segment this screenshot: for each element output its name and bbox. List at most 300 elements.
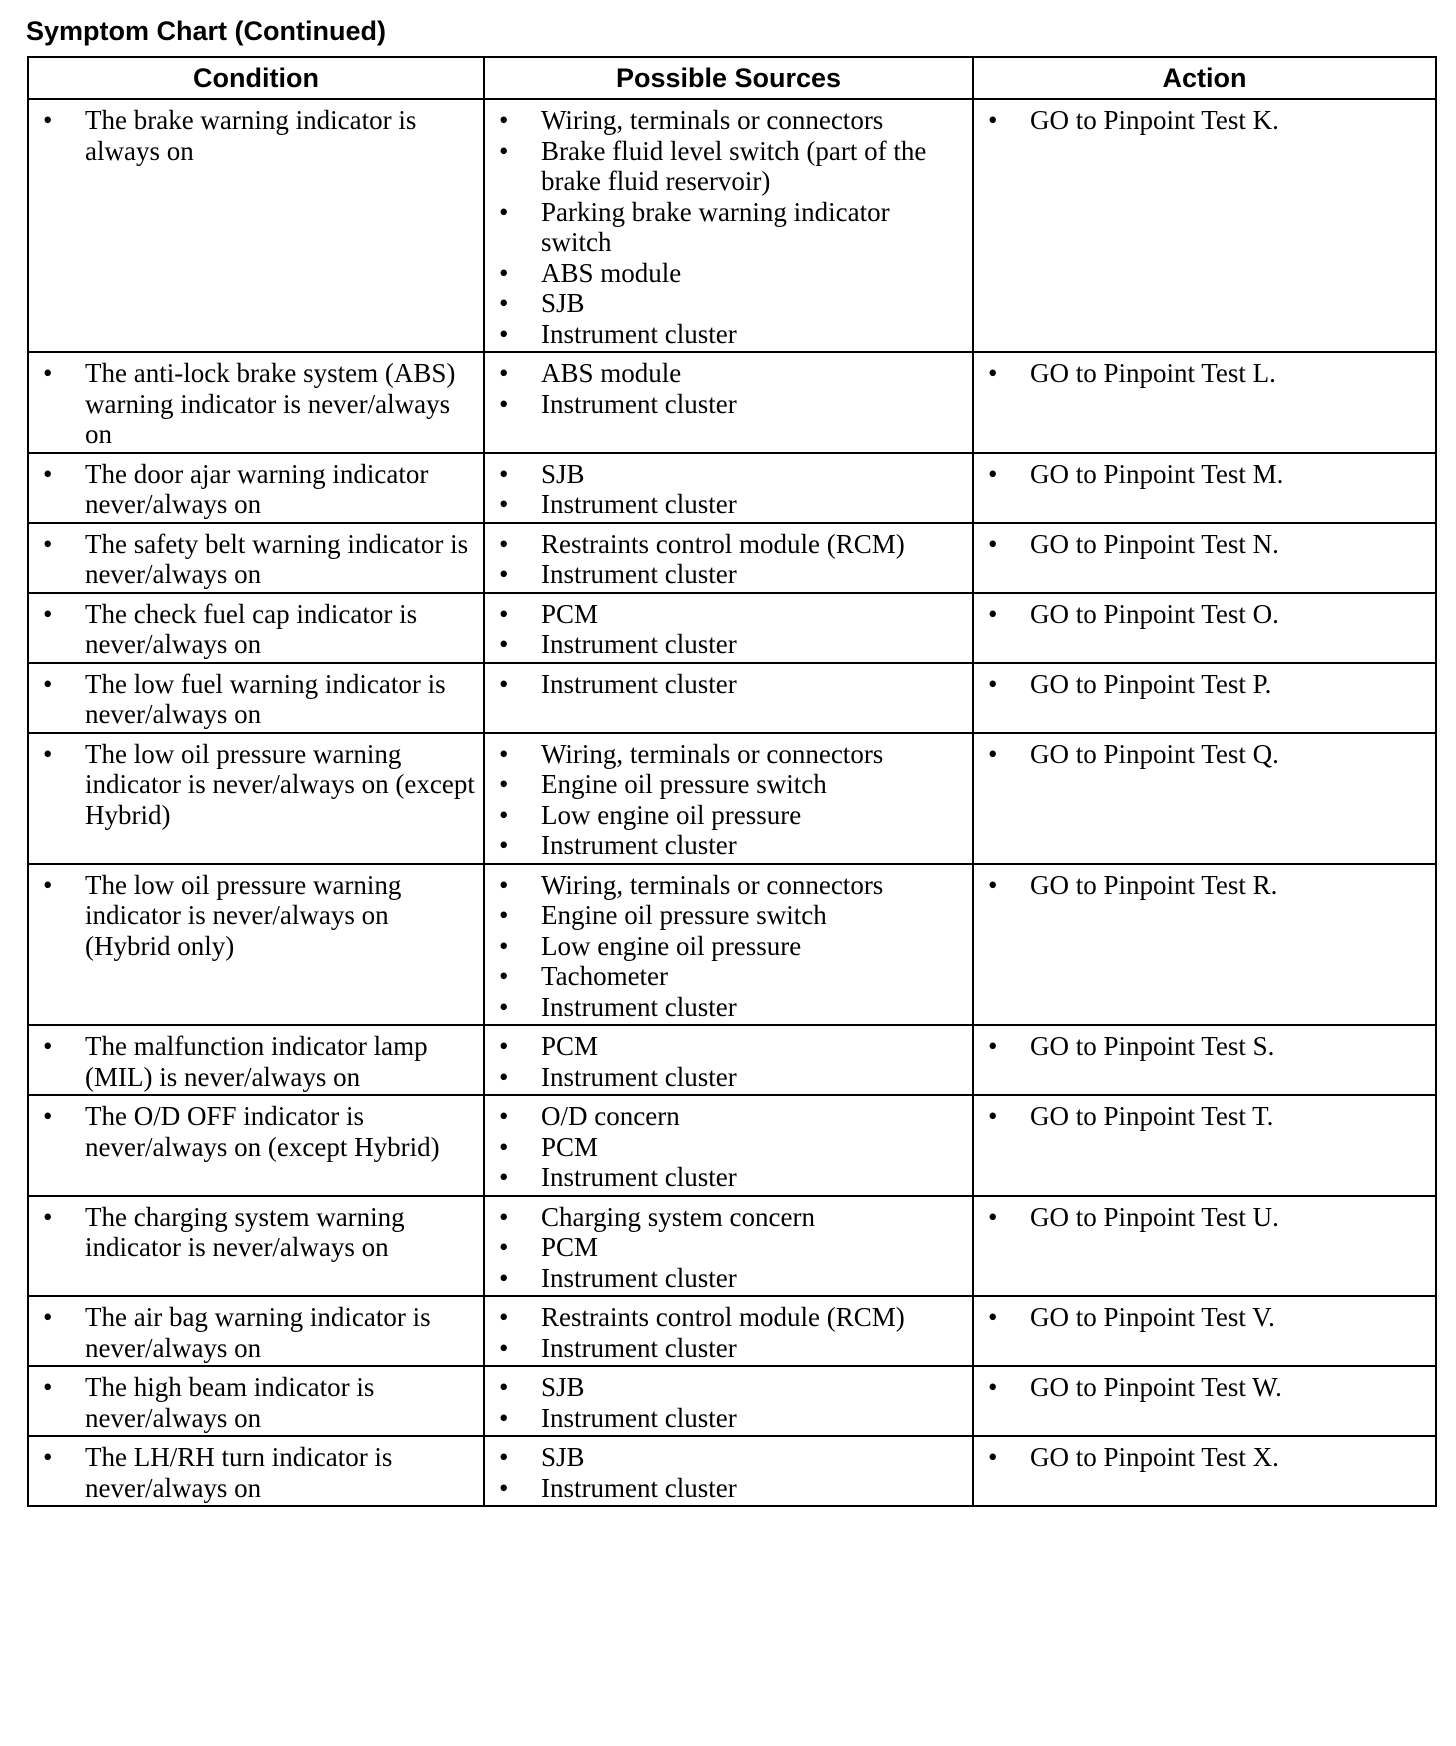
condition-item-text: The low fuel warning indicator is never/always on — [85, 668, 446, 729]
bullet-list — [495, 459, 966, 520]
source-item — [495, 258, 966, 289]
action-item-text: GO to Pinpoint Test M. — [1030, 458, 1284, 489]
source-item-text: SJB — [541, 1372, 585, 1402]
header-action: Action — [973, 57, 1436, 99]
source-item — [495, 1442, 966, 1473]
table-row — [28, 733, 1436, 864]
action-item — [984, 1101, 1429, 1132]
source-item-text: Engine oil pressure switch — [541, 900, 827, 930]
bullet-icon: • — [499, 358, 509, 388]
condition-item-text: The door ajar warning indicator never/always on — [85, 458, 429, 519]
bullet-icon: • — [499, 1472, 509, 1503]
possible-sources-cell — [484, 1025, 973, 1095]
bullet-icon: • — [988, 1201, 998, 1232]
source-item-text: PCM — [541, 598, 599, 629]
bullet-list — [495, 1101, 966, 1193]
source-item — [495, 1333, 966, 1364]
condition-item — [39, 459, 477, 520]
bullet-list — [39, 669, 477, 730]
source-item-text: Wiring, terminals or connectors — [541, 869, 884, 900]
table-body — [28, 99, 1436, 1506]
source-item-text: Instrument cluster — [541, 629, 737, 659]
bullet-icon: • — [499, 1332, 509, 1363]
source-item-text: Instrument cluster — [541, 1061, 737, 1092]
action-item — [984, 599, 1429, 630]
possible-sources-cell — [484, 1296, 973, 1366]
bullet-list — [495, 1302, 966, 1363]
bullet-icon: • — [43, 1302, 53, 1332]
action-item — [984, 669, 1429, 700]
bullet-icon: • — [43, 358, 53, 388]
bullet-list — [984, 105, 1429, 136]
bullet-list — [39, 358, 477, 450]
bullet-list — [984, 1372, 1429, 1403]
bullet-icon: • — [499, 528, 509, 559]
condition-item-text: The LH/RH turn indicator is never/always on — [85, 1442, 393, 1503]
bullet-icon: • — [988, 1372, 998, 1402]
bullet-icon: • — [988, 528, 998, 559]
action-cell — [973, 99, 1436, 352]
action-item-text: GO to Pinpoint Test O. — [1030, 598, 1279, 629]
bullet-icon: • — [988, 458, 998, 489]
action-cell — [973, 1366, 1436, 1436]
bullet-list — [39, 529, 477, 590]
possible-sources-cell — [484, 733, 973, 864]
condition-item-text: The malfunction indicator lamp (MIL) is never/always on — [85, 1031, 428, 1092]
bullet-icon: • — [43, 458, 53, 489]
source-item — [495, 389, 966, 420]
source-item-text: PCM — [541, 1131, 599, 1162]
header-condition: Condition — [28, 57, 484, 99]
bullet-icon: • — [499, 489, 509, 519]
condition-item-text: The O/D OFF indicator is never/always on (except Hybrid) — [85, 1101, 440, 1162]
bullet-list — [495, 599, 966, 660]
bullet-icon: • — [499, 1031, 509, 1061]
table-row — [28, 1436, 1436, 1506]
source-item-text: Wiring, terminals or connectors — [541, 105, 884, 135]
bullet-icon: • — [499, 830, 509, 860]
bullet-icon: • — [499, 105, 509, 135]
action-item — [984, 870, 1429, 901]
action-item — [984, 529, 1429, 560]
bullet-list — [984, 1302, 1429, 1333]
bullet-list — [495, 1442, 966, 1503]
condition-item — [39, 1372, 477, 1433]
condition-cell — [28, 1196, 484, 1297]
action-cell — [973, 523, 1436, 593]
bullet-list — [984, 529, 1429, 560]
bullet-list — [495, 669, 966, 700]
action-item-text: GO to Pinpoint Test S. — [1030, 1031, 1275, 1061]
condition-item-text: The low oil pressure warning indicator is never/always on (Hybrid only) — [85, 869, 402, 961]
source-item — [495, 931, 966, 962]
source-item — [495, 197, 966, 258]
bullet-icon: • — [499, 288, 509, 318]
source-item — [495, 629, 966, 660]
source-item — [495, 459, 966, 490]
source-item-text: PCM — [541, 1031, 599, 1061]
action-item — [984, 1302, 1429, 1333]
table-row — [28, 663, 1436, 733]
source-item-text: SJB — [541, 458, 585, 489]
bullet-icon: • — [499, 318, 509, 349]
possible-sources-cell — [484, 523, 973, 593]
bullet-icon: • — [499, 1302, 509, 1332]
bullet-icon: • — [988, 738, 998, 769]
source-item — [495, 961, 966, 992]
source-item — [495, 1162, 966, 1193]
table-row — [28, 99, 1436, 352]
source-item — [495, 1232, 966, 1263]
bullet-icon: • — [43, 668, 53, 699]
bullet-icon: • — [499, 257, 509, 288]
possible-sources-cell — [484, 352, 973, 453]
bullet-icon: • — [988, 1302, 998, 1332]
possible-sources-cell — [484, 1366, 973, 1436]
source-item — [495, 900, 966, 931]
source-item — [495, 992, 966, 1023]
action-item-text: GO to Pinpoint Test Q. — [1030, 738, 1279, 769]
source-item-text: Wiring, terminals or connectors — [541, 738, 884, 769]
bullet-icon: • — [499, 598, 509, 629]
condition-item — [39, 669, 477, 730]
possible-sources-cell — [484, 864, 973, 1026]
condition-cell — [28, 593, 484, 663]
bullet-icon: • — [43, 528, 53, 559]
bullet-icon: • — [499, 738, 509, 769]
possible-sources-cell — [484, 593, 973, 663]
bullet-list — [495, 739, 966, 861]
possible-sources-cell — [484, 453, 973, 523]
bullet-icon: • — [988, 1442, 998, 1472]
condition-cell — [28, 864, 484, 1026]
action-item — [984, 1372, 1429, 1403]
table-header-row — [28, 57, 1436, 99]
condition-cell — [28, 352, 484, 453]
table-row — [28, 864, 1436, 1026]
action-cell — [973, 453, 1436, 523]
bullet-list — [495, 358, 966, 419]
condition-item — [39, 739, 477, 831]
bullet-icon: • — [499, 1372, 509, 1402]
source-item-text: ABS module — [541, 257, 682, 288]
source-item — [495, 105, 966, 136]
source-item-text: Instrument cluster — [541, 991, 737, 1022]
source-item-text: Instrument cluster — [541, 1332, 737, 1363]
source-item — [495, 1473, 966, 1504]
table-row — [28, 352, 1436, 453]
bullet-icon: • — [499, 458, 509, 489]
source-item — [495, 800, 966, 831]
bullet-icon: • — [499, 135, 509, 166]
action-item — [984, 459, 1429, 490]
action-cell — [973, 733, 1436, 864]
condition-item-text: The safety belt warning indicator is never/always on — [85, 528, 469, 589]
action-cell — [973, 1095, 1436, 1196]
table-row — [28, 453, 1436, 523]
bullet-icon: • — [499, 1061, 509, 1092]
source-item-text: Instrument cluster — [541, 388, 737, 419]
bullet-icon: • — [43, 1201, 53, 1232]
source-item — [495, 1031, 966, 1062]
source-item-text: Instrument cluster — [541, 668, 737, 699]
action-item-text: GO to Pinpoint Test V. — [1030, 1302, 1275, 1332]
bullet-list — [495, 529, 966, 590]
bullet-list — [984, 1101, 1429, 1132]
action-item-text: GO to Pinpoint Test W. — [1030, 1372, 1282, 1402]
bullet-icon: • — [43, 105, 53, 135]
source-item — [495, 288, 966, 319]
bullet-list — [984, 358, 1429, 389]
source-item-text: Restraints control module (RCM) — [541, 1302, 905, 1332]
condition-item-text: The high beam indicator is never/always on — [85, 1372, 375, 1433]
bullet-icon: • — [499, 930, 509, 961]
bullet-icon: • — [499, 1402, 509, 1433]
condition-cell — [28, 663, 484, 733]
bullet-list — [39, 1202, 477, 1263]
condition-item-text: The check fuel cap indicator is never/always on — [85, 598, 418, 659]
source-item-text: Instrument cluster — [541, 559, 737, 589]
action-cell — [973, 1296, 1436, 1366]
condition-cell — [28, 1095, 484, 1196]
bullet-icon: • — [499, 196, 509, 227]
action-item — [984, 1442, 1429, 1473]
header-possible-sources: Possible Sources — [484, 57, 973, 99]
bullet-icon: • — [499, 668, 509, 699]
source-item-text: Low engine oil pressure — [541, 799, 802, 830]
source-item-text: SJB — [541, 1442, 585, 1472]
action-item-text: GO to Pinpoint Test U. — [1030, 1201, 1279, 1232]
source-item — [495, 1302, 966, 1333]
action-item-text: GO to Pinpoint Test L. — [1030, 358, 1276, 388]
possible-sources-cell — [484, 99, 973, 352]
source-item — [495, 739, 966, 770]
bullet-icon: • — [988, 358, 998, 388]
bullet-icon: • — [499, 559, 509, 589]
action-item-text: GO to Pinpoint Test R. — [1030, 869, 1278, 900]
condition-cell — [28, 99, 484, 352]
bullet-icon: • — [499, 991, 509, 1022]
bullet-list — [984, 1202, 1429, 1233]
bullet-icon: • — [499, 1232, 509, 1262]
action-item — [984, 358, 1429, 389]
bullet-icon: • — [43, 1031, 53, 1061]
source-item-text: Parking brake warning indicator switch — [541, 196, 890, 257]
source-item — [495, 1132, 966, 1163]
action-item — [984, 105, 1429, 136]
source-item — [495, 1101, 966, 1132]
possible-sources-cell — [484, 663, 973, 733]
bullet-icon: • — [499, 799, 509, 830]
condition-item-text: The air bag warning indicator is never/always on — [85, 1302, 431, 1363]
table-row — [28, 1025, 1436, 1095]
bullet-list — [39, 459, 477, 520]
bullet-list — [39, 739, 477, 831]
bullet-icon: • — [988, 1101, 998, 1131]
bullet-icon: • — [499, 1201, 509, 1232]
action-item — [984, 739, 1429, 770]
bullet-icon: • — [499, 869, 509, 900]
action-item-text: GO to Pinpoint Test X. — [1030, 1442, 1279, 1472]
bullet-icon: • — [988, 869, 998, 900]
source-item — [495, 599, 966, 630]
condition-item — [39, 105, 477, 166]
bullet-list — [495, 1372, 966, 1433]
bullet-icon: • — [43, 1101, 53, 1131]
action-item-text: GO to Pinpoint Test K. — [1030, 105, 1279, 135]
condition-cell — [28, 523, 484, 593]
bullet-icon: • — [499, 769, 509, 799]
action-cell — [973, 663, 1436, 733]
bullet-icon: • — [499, 388, 509, 419]
bullet-icon: • — [499, 1162, 509, 1192]
bullet-icon: • — [43, 738, 53, 769]
bullet-icon: • — [988, 1031, 998, 1061]
symptom-chart-table — [27, 56, 1437, 1507]
source-item-text: Instrument cluster — [541, 1162, 737, 1192]
condition-item — [39, 1442, 477, 1503]
source-item — [495, 358, 966, 389]
condition-cell — [28, 453, 484, 523]
bullet-list — [39, 870, 477, 962]
bullet-list — [984, 1442, 1429, 1473]
bullet-icon: • — [988, 668, 998, 699]
source-item — [495, 529, 966, 560]
bullet-list — [39, 1442, 477, 1503]
source-item-text: Instrument cluster — [541, 1402, 737, 1433]
possible-sources-cell — [484, 1196, 973, 1297]
source-item-text: Tachometer — [541, 961, 669, 991]
table-row — [28, 1196, 1436, 1297]
bullet-icon: • — [988, 105, 998, 135]
condition-item — [39, 599, 477, 660]
source-item-text: Instrument cluster — [541, 1262, 737, 1293]
bullet-list — [39, 1372, 477, 1433]
condition-item — [39, 529, 477, 590]
condition-item — [39, 1101, 477, 1162]
action-item-text: GO to Pinpoint Test N. — [1030, 528, 1279, 559]
condition-item-text: The anti-lock brake system (ABS) warning indicator is never/always on — [85, 358, 456, 449]
source-item-text: Instrument cluster — [541, 830, 737, 860]
source-item-text: O/D concern — [541, 1101, 680, 1131]
source-item — [495, 559, 966, 590]
condition-item-text: The brake warning indicator is always on — [85, 105, 417, 166]
action-item-text: GO to Pinpoint Test T. — [1030, 1101, 1274, 1131]
condition-cell — [28, 1296, 484, 1366]
source-item — [495, 319, 966, 350]
bullet-list — [39, 1302, 477, 1363]
bullet-list — [984, 1031, 1429, 1062]
action-cell — [973, 593, 1436, 663]
source-item-text: Restraints control module (RCM) — [541, 528, 905, 559]
source-item — [495, 1263, 966, 1294]
source-item-text: Instrument cluster — [541, 318, 737, 349]
source-item — [495, 1403, 966, 1434]
action-item-text: GO to Pinpoint Test P. — [1030, 668, 1272, 699]
bullet-icon: • — [499, 629, 509, 659]
bullet-icon: • — [499, 900, 509, 930]
source-item — [495, 1372, 966, 1403]
source-item-text: Brake fluid level switch (part of the brake fluid reservoir) — [541, 135, 927, 196]
bullet-icon: • — [43, 869, 53, 900]
bullet-icon: • — [499, 1131, 509, 1162]
action-item — [984, 1031, 1429, 1062]
table-row — [28, 1296, 1436, 1366]
source-item — [495, 830, 966, 861]
bullet-list — [984, 669, 1429, 700]
source-item — [495, 489, 966, 520]
bullet-list — [495, 1031, 966, 1092]
source-item — [495, 669, 966, 700]
bullet-list — [495, 105, 966, 349]
action-cell — [973, 1196, 1436, 1297]
bullet-list — [495, 870, 966, 1023]
condition-cell — [28, 1436, 484, 1506]
source-item-text: PCM — [541, 1232, 599, 1262]
source-item — [495, 1202, 966, 1233]
condition-item — [39, 1302, 477, 1363]
source-item-text: Instrument cluster — [541, 1472, 737, 1503]
bullet-list — [495, 1202, 966, 1294]
action-item — [984, 1202, 1429, 1233]
source-item — [495, 1062, 966, 1093]
condition-cell — [28, 1366, 484, 1436]
condition-item — [39, 358, 477, 450]
bullet-list — [984, 459, 1429, 490]
page-title: Symptom Chart (Continued) — [26, 16, 386, 46]
possible-sources-cell — [484, 1436, 973, 1506]
bullet-icon: • — [499, 1262, 509, 1293]
condition-item-text: The low oil pressure warning indicator is never/always on (except Hybrid) — [85, 738, 475, 830]
action-cell — [973, 352, 1436, 453]
bullet-list — [39, 1101, 477, 1162]
bullet-icon: • — [988, 598, 998, 629]
action-cell — [973, 1025, 1436, 1095]
condition-item — [39, 1202, 477, 1263]
source-item — [495, 769, 966, 800]
table-row — [28, 593, 1436, 663]
bullet-list — [39, 599, 477, 660]
source-item-text: Instrument cluster — [541, 489, 737, 519]
source-item — [495, 870, 966, 901]
bullet-list — [984, 599, 1429, 630]
bullet-icon: • — [499, 1442, 509, 1472]
condition-item-text: The charging system warning indicator is never/always on — [85, 1201, 405, 1262]
bullet-icon: • — [43, 1372, 53, 1402]
bullet-icon: • — [499, 1101, 509, 1131]
source-item-text: Charging system concern — [541, 1201, 815, 1232]
source-item-text: Low engine oil pressure — [541, 930, 802, 961]
bullet-list — [984, 870, 1429, 901]
condition-cell — [28, 1025, 484, 1095]
source-item-text: SJB — [541, 288, 585, 318]
bullet-icon: • — [499, 961, 509, 991]
condition-item — [39, 870, 477, 962]
condition-cell — [28, 733, 484, 864]
action-cell — [973, 864, 1436, 1026]
bullet-icon: • — [43, 1442, 53, 1472]
possible-sources-cell — [484, 1095, 973, 1196]
bullet-list — [39, 1031, 477, 1092]
bullet-list — [39, 105, 477, 166]
source-item-text: Engine oil pressure switch — [541, 769, 827, 799]
source-item-text: ABS module — [541, 358, 682, 388]
table-row — [28, 1366, 1436, 1436]
action-cell — [973, 1436, 1436, 1506]
table-row — [28, 523, 1436, 593]
source-item — [495, 136, 966, 197]
bullet-list — [984, 739, 1429, 770]
